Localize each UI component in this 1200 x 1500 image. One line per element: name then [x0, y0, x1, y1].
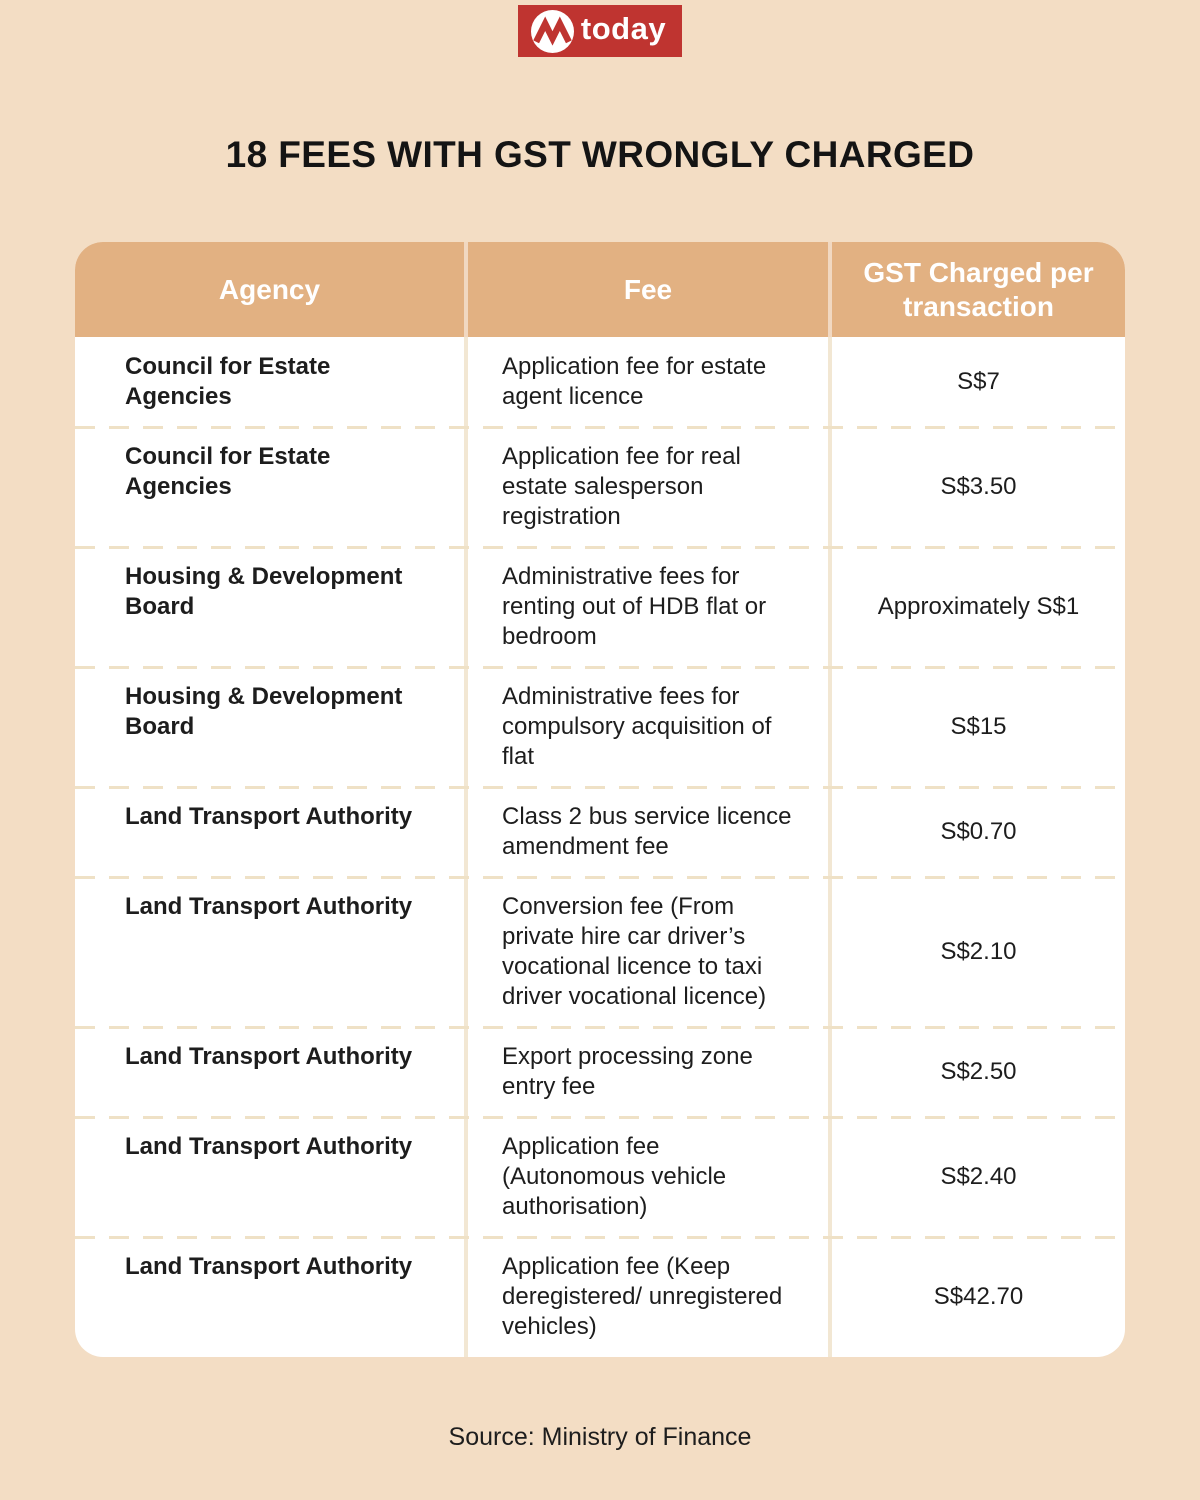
column-header-agency-label: Agency — [218, 273, 321, 305]
agency-cell: Housing & Development Board — [75, 667, 468, 787]
fee-cell: Conversion fee (From private hire car driver’s vocational licence to taxi driver vocational licence) — [468, 877, 832, 1027]
column-header-agency — [75, 242, 468, 337]
gst-value: S$42.70 — [933, 1283, 1024, 1310]
agency-cell: Council for Estate Agencies — [75, 427, 468, 547]
agency-cell: Land Transport Authority — [75, 1237, 468, 1357]
fee-cell: Administrative fees for compulsory acquisition of flat — [468, 667, 832, 787]
table-row — [75, 787, 1125, 877]
table-row — [75, 547, 1125, 667]
table-body — [75, 337, 1125, 1357]
fee-cell: Application fee (Keep deregistered/ unregistered vehicles) — [468, 1237, 832, 1357]
table-row — [75, 1117, 1125, 1237]
table-row — [75, 1237, 1125, 1357]
today-logo — [518, 5, 682, 57]
column-header-gst — [832, 242, 1125, 337]
gst-value: S$2.10 — [940, 938, 1017, 965]
gst-value: Approximately S$1 — [877, 593, 1080, 620]
column-header-fee — [468, 242, 832, 337]
agency-cell: Land Transport Authority — [75, 877, 468, 1027]
table-row — [75, 1027, 1125, 1117]
column-header-fee-label: Fee — [623, 273, 673, 305]
fee-cell: Class 2 bus service licence amendment fee — [468, 787, 832, 877]
logo-brand-text: today — [580, 11, 667, 46]
agency-cell: Land Transport Authority — [75, 787, 468, 877]
agency-cell: Housing & Development Board — [75, 547, 468, 667]
page-title: 18 FEES WITH GST WRONGLY CHARGED — [225, 134, 975, 175]
gst-value: S$3.50 — [940, 473, 1017, 500]
table-header-row — [75, 242, 1125, 337]
gst-value: S$2.50 — [940, 1058, 1017, 1085]
gst-cell — [832, 427, 1125, 547]
gst-cell — [832, 1027, 1125, 1117]
source-note: Source: Ministry of Finance — [448, 1423, 752, 1451]
fee-cell: Export processing zone entry fee — [468, 1027, 832, 1117]
gst-cell — [832, 877, 1125, 1027]
gst-value: S$2.40 — [940, 1163, 1017, 1190]
fee-cell: Application fee for real estate salesperson registration — [468, 427, 832, 547]
fees-table — [75, 242, 1125, 1357]
agency-cell: Land Transport Authority — [75, 1117, 468, 1237]
gst-value: S$0.70 — [940, 818, 1017, 845]
gst-cell — [832, 1237, 1125, 1357]
table-row — [75, 337, 1125, 427]
fee-cell: Application fee (Autonomous vehicle authorisation) — [468, 1117, 832, 1237]
fee-cell: Administrative fees for renting out of HDB flat or bedroom — [468, 547, 832, 667]
mediacorp-m-icon — [531, 10, 574, 53]
gst-cell — [832, 787, 1125, 877]
gst-cell — [832, 547, 1125, 667]
gst-value: S$15 — [950, 713, 1007, 740]
agency-cell: Council for Estate Agencies — [75, 337, 468, 427]
gst-cell — [832, 337, 1125, 427]
gst-cell — [832, 667, 1125, 787]
fee-cell: Application fee for estate agent licence — [468, 337, 832, 427]
gst-value: S$7 — [957, 368, 1000, 395]
table-row — [75, 427, 1125, 547]
gst-cell — [832, 1117, 1125, 1237]
table-row — [75, 877, 1125, 1027]
column-header-gst-label: GST Charged per transaction — [863, 256, 1094, 322]
table-row — [75, 667, 1125, 787]
agency-cell: Land Transport Authority — [75, 1027, 468, 1117]
